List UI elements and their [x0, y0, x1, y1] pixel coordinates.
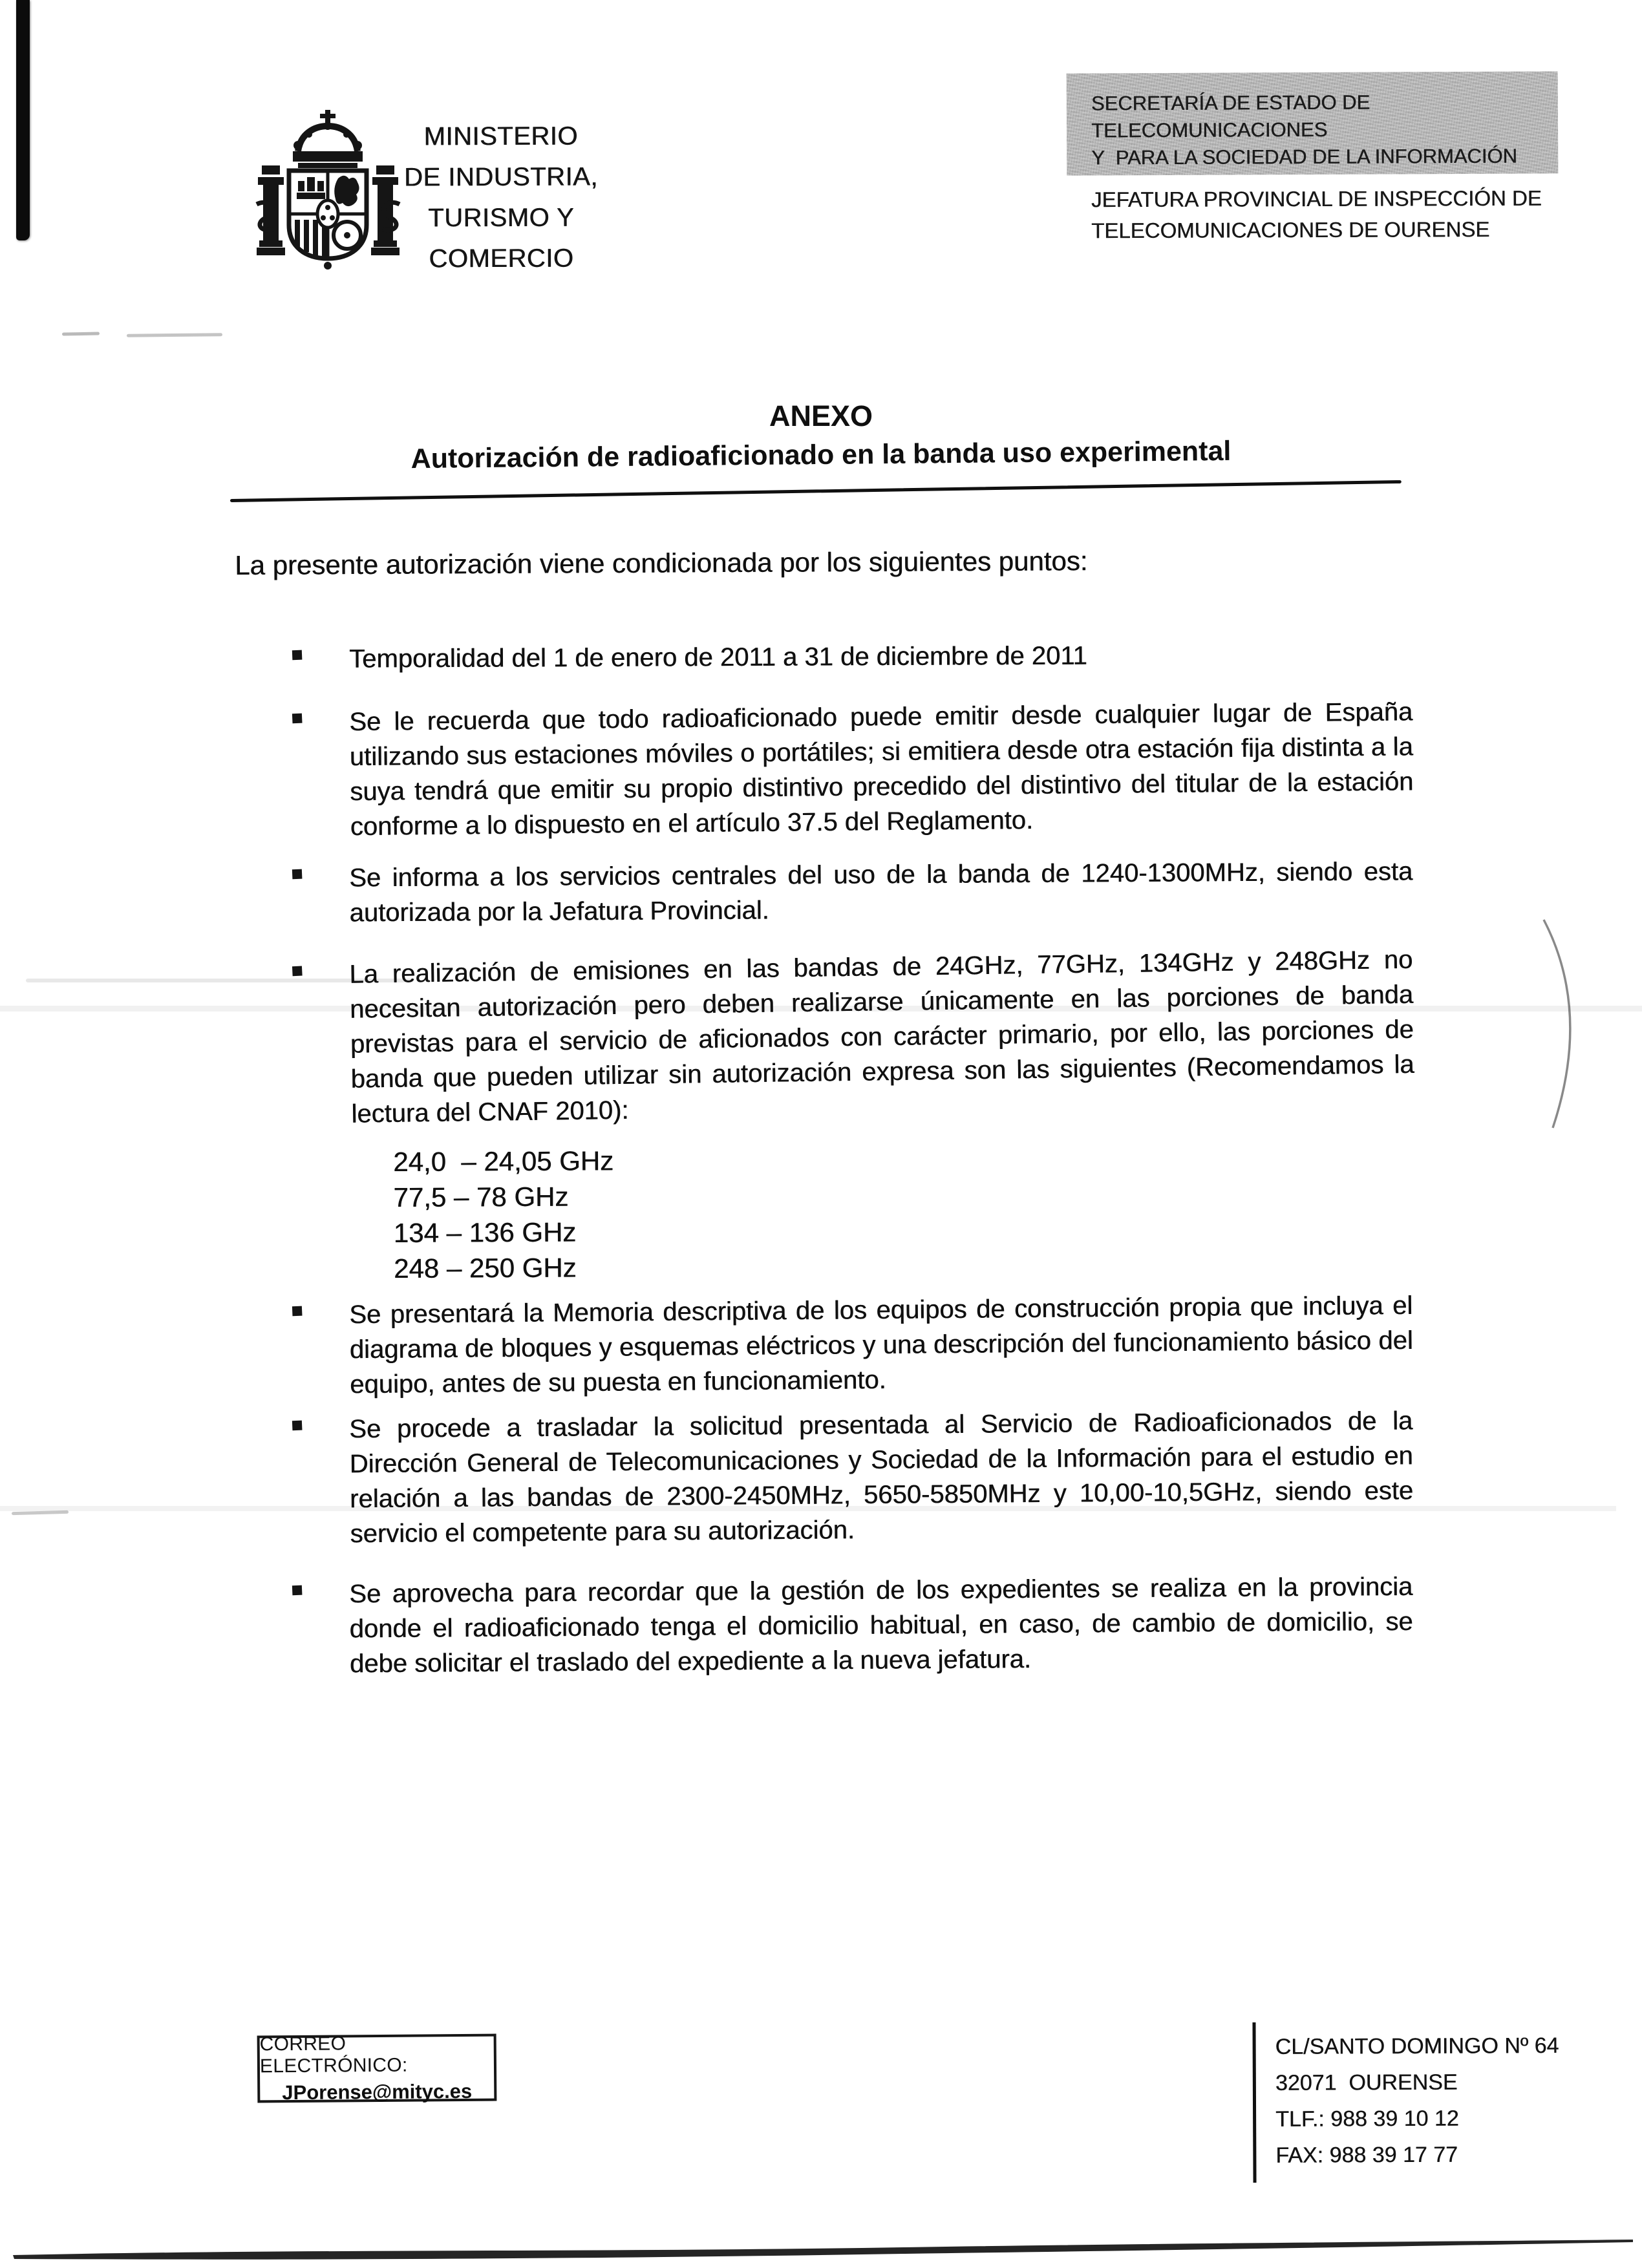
- bullet-text: La realización de emisiones en las bandas de 24GHz, 77GHz, 134GHz y 248GHz no necesitan autorización pero deben realizarse únicamente en las porciones de banda previstas para el servicio de aficionados con carácter primario, por ello, las porciones de banda que pueden utilizar sin autorización expresa son las siguientes (Recomendamos la lectura del CNAF 2010):: [349, 945, 1414, 1129]
- address-line: FAX: 988 39 17 77: [1275, 2142, 1458, 2168]
- bullet-square-icon: [292, 1585, 303, 1596]
- bullet-item: [292, 942, 1417, 1132]
- page-curl-mark: [1519, 915, 1610, 1134]
- jefatura-block: [1091, 183, 1542, 246]
- bottom-scan-line: [0, 2233, 1642, 2268]
- bullet-text: Se le recuerda que todo radioaficionado puede emitir desde cualquier lugar de España utilizando sus estaciones móviles o portátiles; si emitiera desde otra estación fija distinta a la suya tendrá que emitir su propio distintivo precedido del distintivo del titular de la estación conforme a lo dispuesto en el artículo 37.5 del Reglamento.: [349, 697, 1414, 842]
- address-block: [1252, 2021, 1559, 2183]
- bullet-text: Temporalidad del 1 de enero de 2011 a 31 de diciembre de 2011: [349, 641, 1087, 673]
- bullet-square-icon: [292, 1421, 303, 1431]
- bullet-item: [292, 854, 1415, 931]
- email-box: [257, 2034, 497, 2103]
- bullet-square-icon: [292, 869, 303, 880]
- bullet-item: [292, 1569, 1415, 1682]
- secretaria-line: SECRETARÍA DE ESTADO DE: [1091, 90, 1370, 115]
- ministry-line: DE INDUSTRIA,: [403, 162, 598, 192]
- address-line: TLF.: 988 39 10 12: [1275, 2106, 1459, 2132]
- band-item: 134 – 136 GHz: [393, 1216, 577, 1248]
- bullet-item: [292, 637, 1414, 677]
- bullet-text: Se presentará la Memoria descriptiva de los equipos de construcción propia que incluya el diagrama de bloques y esquemas eléctricos y una descripción del funcionamiento básico del equipo, antes de su puesta en funcionamiento.: [349, 1291, 1413, 1399]
- address-line: CL/SANTO DOMINGO Nº 64: [1275, 2033, 1559, 2059]
- bullet-text: Se informa a los servicios centrales del uso de la banda de 1240-1300MHz, siendo esta autorizada por la Jefatura Provincial.: [349, 857, 1413, 927]
- bullet-item: [292, 1288, 1415, 1403]
- bullet-square-icon: [292, 650, 303, 661]
- bullet-text: Se aprovecha para recordar que la gestión de los expedientes se realiza en la provincia donde el radioaficionado tenga el domicilio habitual, en caso, de cambio de domicilio, se debe solicitar el traslado del expediente a la nueva jefatura.: [349, 1572, 1413, 1679]
- margin-dash: [62, 332, 100, 335]
- bullet-square-icon: [292, 966, 303, 977]
- bullet-square-icon: [292, 714, 303, 724]
- secretaria-line: Y PARA LA SOCIEDAD DE LA INFORMACIÓN: [1091, 144, 1517, 169]
- ministry-line: COMERCIO: [429, 244, 574, 273]
- bullet-item: [292, 694, 1416, 845]
- secretaria-box: [1067, 71, 1559, 175]
- margin-dash: [127, 333, 222, 337]
- email-address: JPorense@mityc.es: [282, 2079, 473, 2104]
- band-item: 248 – 250 GHz: [393, 1252, 577, 1284]
- secretaria-line: TELECOMUNICACIONES: [1091, 118, 1328, 142]
- band-item: 24,0 – 24,05 GHz: [393, 1145, 614, 1177]
- ministry-line: MINISTERIO: [423, 122, 578, 151]
- jefatura-line: TELECOMUNICACIONES DE OURENSE: [1091, 217, 1490, 243]
- bullet-item: [292, 1403, 1416, 1552]
- band-list: [393, 1143, 614, 1286]
- bullet-square-icon: [292, 1306, 303, 1317]
- annex-subtitle: Autorización de radioaficionado en la banda uso experimental: [410, 435, 1232, 475]
- annex-title: ANEXO: [769, 399, 873, 432]
- address-line: 32071 OURENSE: [1275, 2070, 1458, 2095]
- title-underline: [230, 480, 1402, 502]
- band-item: 77,5 – 78 GHz: [393, 1181, 569, 1213]
- ministry-line: TURISMO Y: [428, 203, 575, 233]
- jefatura-line: JEFATURA PROVINCIAL DE INSPECCIÓN DE: [1091, 185, 1542, 212]
- ministry-name: [339, 116, 663, 280]
- intro-paragraph: La presente autorización viene condicionada por los siguientes puntos:: [235, 546, 1088, 580]
- bullet-text: Se procede a trasladar la solicitud presentada al Servicio de Radioaficionados de la Dirección General de Telecomunicaciones y Sociedad de la Información para el estudio en relación a las bandas de 2300-2450MHz, 5650-5850MHz y 10,00-10,5GHz, siendo este servicio el competente para su autorización.: [349, 1406, 1414, 1549]
- scan-edge-bar: [16, 0, 30, 240]
- email-label: CORREO ELECTRÓNICO:: [259, 2033, 408, 2077]
